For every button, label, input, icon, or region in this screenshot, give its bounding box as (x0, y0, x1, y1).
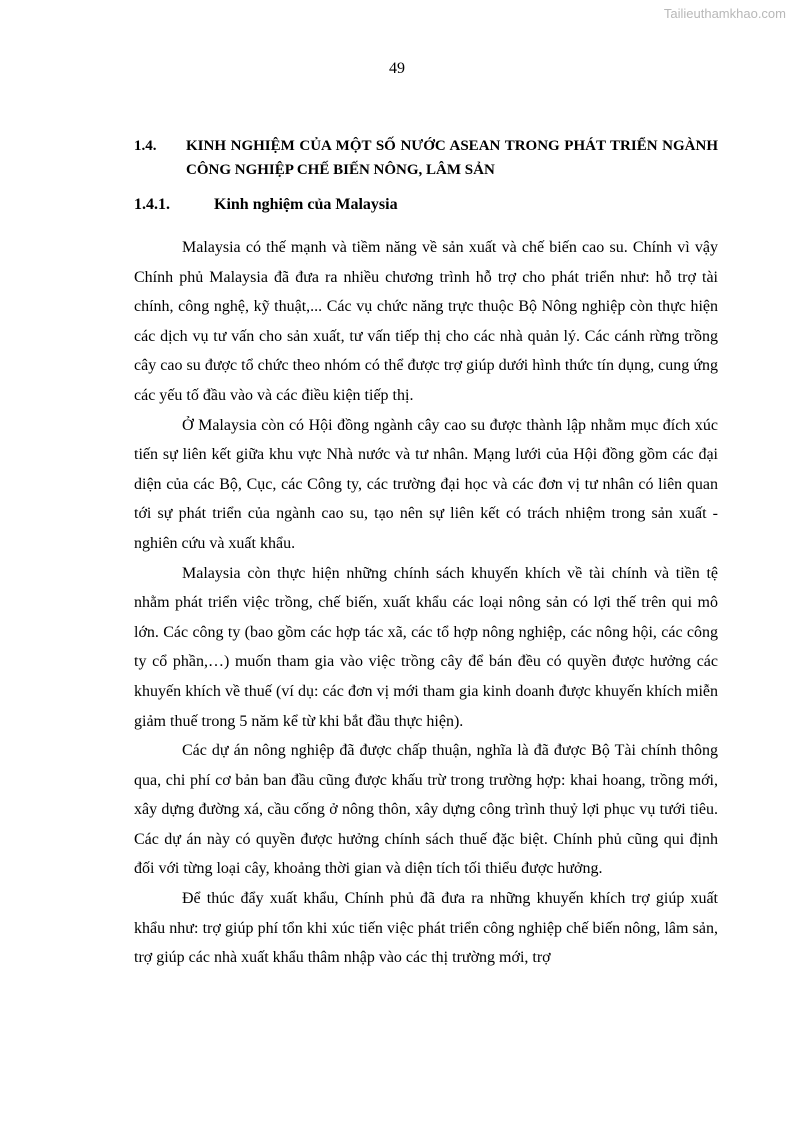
section-heading (134, 134, 718, 182)
paragraph-2: Ở Malaysia còn có Hội đồng ngành cây cao su được thành lập nhằm mục đích xúc tiến sự liên kết giữa khu vực Nhà nước và tư nhân. Mạng lưới của Hội đồng gồm các đại diện của các Bộ, Cục, các Công ty, các trường đại học và các đơn vị tư nhân có liên quan tới sự phát triển của ngành cao su, tạo nên sự liên kết có trách nhiệm trong sản xuất - nghiên cứu và xuất khẩu. (134, 416, 718, 552)
paragraph-3: Malaysia còn thực hiện những chính sách khuyến khích về tài chính và tiền tệ nhằm phát triển việc trồng, chế biến, xuất khẩu các loại nông sản có lợi thế trên qui mô lớn. Các công ty (bao gồm các hợp tác xã, các tổ hợp nông nghiệp, các nông hội, các công ty cổ phần,…) muốn tham gia vào việc trồng cây để bán đều có quyền được hưởng các khuyến khích về thuế (ví dụ: các đơn vị mới tham gia kinh doanh được khuyến khích miễn giảm thuế trong 5 năm kể từ khi bắt đầu thực hiện). (134, 564, 718, 730)
document-body (134, 134, 718, 973)
page-number: 49 (389, 60, 405, 77)
paragraph-5: Để thúc đẩy xuất khẩu, Chính phủ đã đưa ra những khuyến khích trợ giúp xuất khẩu như: trợ giúp phí tổn khi xúc tiến việc phát triển công nghiệp chế biến nông, lâm sản, trợ giúp các nhà xuất khẩu thâm nhập vào các thị trường mới, trợ (134, 890, 718, 967)
paragraph-4: Các dự án nông nghiệp đã được chấp thuận, nghĩa là đã được Bộ Tài chính thông qua, chi phí cơ bản ban đầu cũng được khấu trừ trong trường hợp: khai hoang, trồng mới, xây dựng đường xá, cầu cống ở nông thôn, xây dựng công trình thuỷ lợi phục vụ tưới tiêu. Các dự án này có quyền được hưởng chính sách thuế đặc biệt. Chính phủ cũng qui định đối với từng loại cây, khoảng thời gian và diện tích tối thiểu được hưởng. (134, 742, 718, 878)
section-title: KINH NGHIỆM CỦA MỘT SỐ NƯỚC ASEAN TRONG PHÁT TRIỂN NGÀNH CÔNG NGHIỆP CHẾ BIẾN NÔNG, LÂM SẢN (186, 138, 718, 178)
subsection-heading (134, 193, 718, 217)
section-number: 1.4. (134, 138, 157, 154)
watermark: Tailieuthamkhao.com (663, 6, 786, 21)
paragraph-1: Malaysia có thế mạnh và tiềm năng về sản xuất và chế biến cao su. Chính vì vậy Chính phủ Malaysia đã đưa ra nhiều chương trình hỗ trợ cho phát triển như: hỗ trợ tài chính, công nghệ, kỹ thuật,... Các vụ chức năng trực thuộc Bộ Nông nghiệp còn thực hiện các dịch vụ tư vấn cho sản xuất, tư vấn tiếp thị cho các nhà quản lý. Các cánh rừng trồng cây cao su được tổ chức theo nhóm có thể được trợ giúp dưới hình thức tín dụng, cung ứng các yếu tố đầu vào và các điều kiện tiếp thị. (134, 239, 718, 404)
subsection-title: Kinh nghiệm của Malaysia (214, 196, 398, 213)
subsection-number: 1.4.1. (134, 196, 170, 213)
